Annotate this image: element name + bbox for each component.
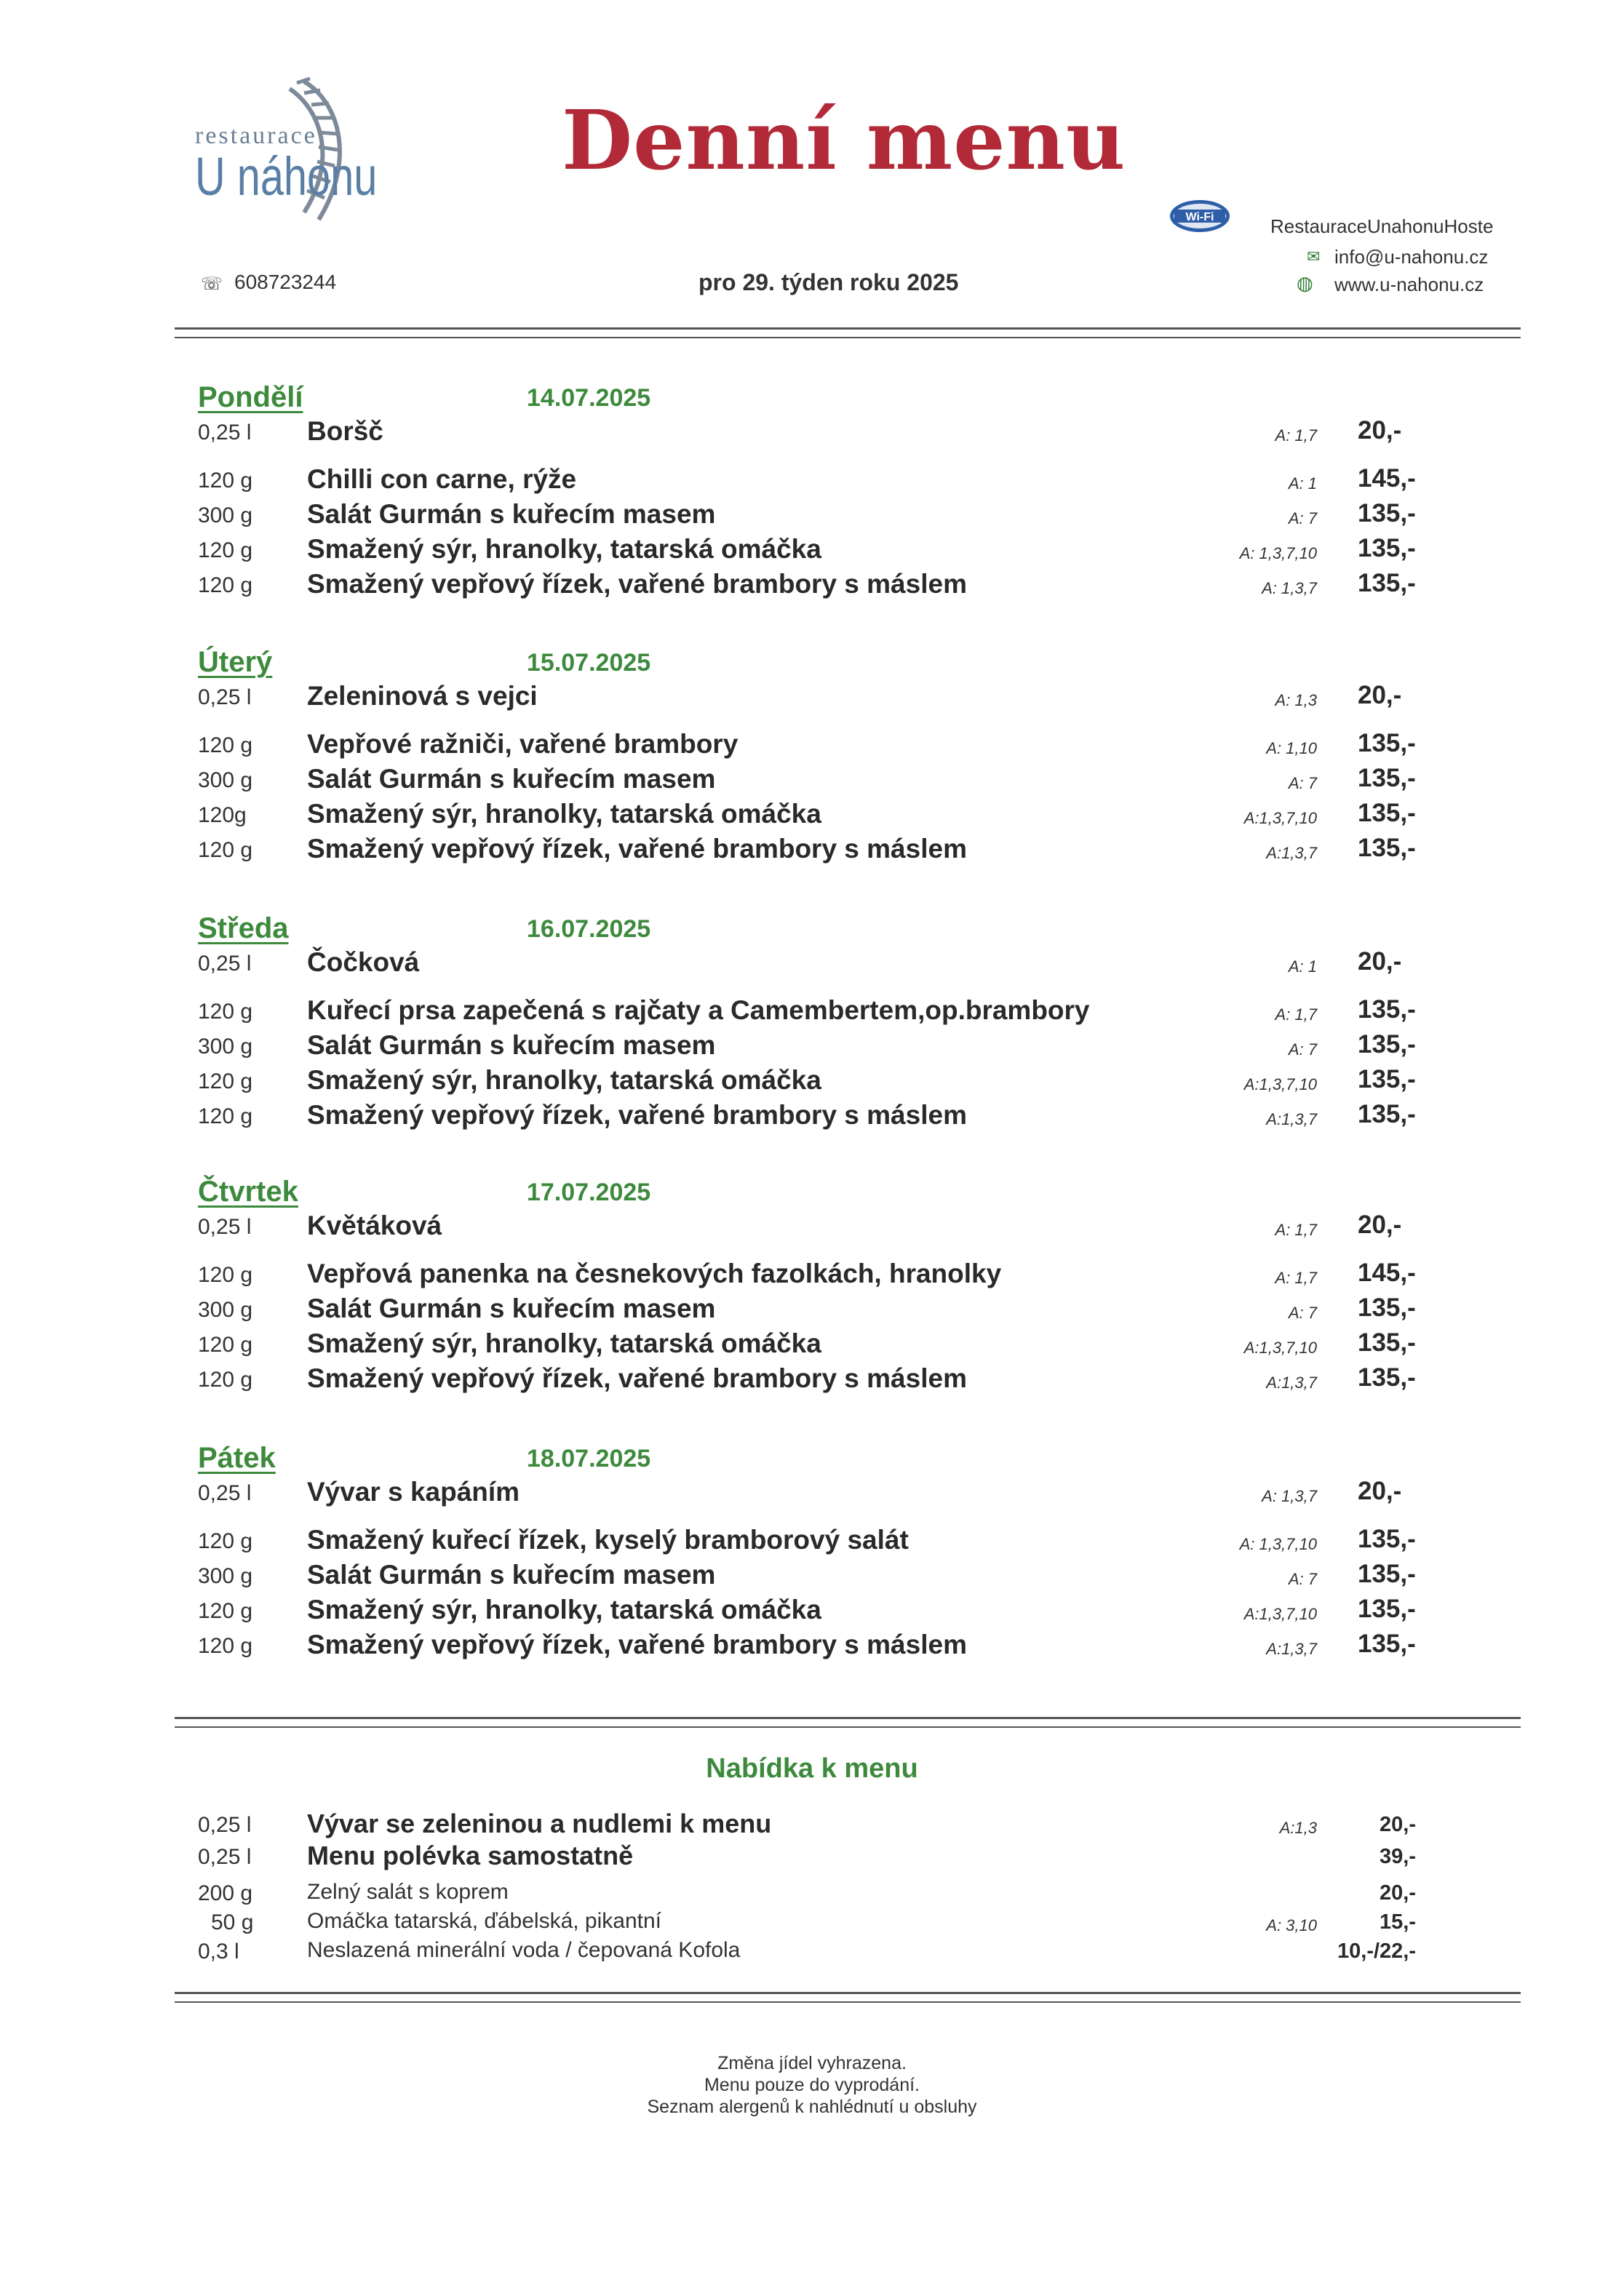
offer-dish: Vývar se zeleninou a nudlemi k menu	[307, 1809, 772, 1838]
dish-price: 135,-	[1358, 1363, 1416, 1392]
item-quantity: 0,25 l	[198, 1215, 252, 1239]
wifi-label: Wi-Fi	[1185, 211, 1214, 223]
item-quantity: 0,25 l	[198, 1481, 252, 1505]
week-label: pro 29. týden roku 2025	[698, 269, 959, 295]
allergens: A:1,3,7,10	[1243, 1339, 1317, 1357]
item-quantity: 120 g	[198, 1368, 253, 1392]
dish-price: 135,-	[1358, 1560, 1416, 1588]
allergens: A: 1,7	[1275, 1269, 1317, 1287]
dish-name: Smažený kuřecí řízek, kyselý bramborový salát	[307, 1525, 909, 1555]
footer-note-2: Menu pouze do vyprodání.	[704, 2075, 920, 2095]
day-name: Úterý	[198, 646, 273, 678]
dish-price: 135,-	[1358, 1630, 1416, 1658]
allergens: A: 7	[1288, 774, 1317, 792]
offer-quantity: 0,25 l	[198, 1813, 252, 1837]
dish-price: 135,-	[1358, 995, 1416, 1024]
dish-name: Vývar s kapáním	[307, 1477, 520, 1507]
header-divider	[175, 327, 1521, 338]
dish-name: Vepřové ražniči, vařené brambory	[307, 729, 739, 759]
item-quantity: 120 g	[198, 573, 253, 597]
dish-price: 20,-	[1358, 416, 1402, 445]
website-link[interactable]: www.u-nahonu.cz	[1334, 274, 1484, 295]
allergens: A: 7	[1288, 1570, 1317, 1588]
item-quantity: 300 g	[198, 768, 253, 792]
day-date: 16.07.2025	[527, 915, 651, 943]
dish-price: 20,-	[1358, 1211, 1402, 1239]
item-quantity: 120 g	[198, 838, 253, 862]
dish-name: Salát Gurmán s kuřecím masem	[307, 1560, 716, 1590]
allergens: A: 1,3	[1275, 691, 1317, 709]
dish-name: Smažený vepřový řízek, vařené brambory s máslem	[307, 1363, 967, 1393]
dish-price: 135,-	[1358, 499, 1416, 527]
item-quantity: 120 g	[198, 469, 253, 493]
offer-quantity: 200 g	[198, 1881, 253, 1905]
offer-dish: Omáčka tatarská, ďábelská, pikantní	[307, 1909, 662, 1933]
day-date: 14.07.2025	[527, 384, 651, 412]
footer-note-3: Seznam alergenů k nahlédnutí u obsluhy	[647, 2097, 977, 2117]
item-quantity: 0,25 l	[198, 685, 252, 709]
wifi-network-name: RestauraceUnahonuHoste	[1270, 215, 1494, 237]
allergens: A: 1,3,7	[1262, 579, 1317, 597]
dish-price: 135,-	[1358, 729, 1416, 757]
allergens: A: 1	[1288, 957, 1317, 976]
offer-price: 10,-/22,-	[1337, 1940, 1416, 1963]
dish-name: Smažený vepřový řízek, vařené brambory s máslem	[307, 834, 967, 864]
day-name: Pondělí	[198, 381, 303, 413]
allergens: A: 1,7	[1275, 1221, 1317, 1239]
dish-name: Smažený sýr, hranolky, tatarská omáčka	[307, 1328, 821, 1358]
phone-icon: ☏	[201, 274, 223, 294]
allergens: A: 7	[1288, 1304, 1317, 1322]
dish-name: Salát Gurmán s kuřecím masem	[307, 764, 716, 794]
item-quantity: 120g	[198, 803, 247, 827]
dish-price: 135,-	[1358, 1294, 1416, 1322]
offer-price: 20,-	[1380, 1881, 1416, 1905]
item-quantity: 300 g	[198, 503, 253, 527]
dish-name: Boršč	[307, 416, 383, 446]
day-name: Středa	[198, 912, 289, 944]
offer-price: 20,-	[1380, 1813, 1416, 1836]
offer-dish: Zelný salát s koprem	[307, 1880, 509, 1904]
logo-subtitle: restaurace	[195, 122, 317, 149]
dish-price: 135,-	[1358, 569, 1416, 597]
dish-name: Smažený vepřový řízek, vařené brambory s máslem	[307, 1100, 967, 1130]
dish-name: Smažený sýr, hranolky, tatarská omáčka	[307, 799, 821, 829]
item-quantity: 120 g	[198, 1263, 253, 1287]
dish-price: 135,-	[1358, 1030, 1416, 1059]
day-date: 17.07.2025	[527, 1179, 651, 1206]
day-date: 18.07.2025	[527, 1445, 651, 1472]
item-quantity: 120 g	[198, 1333, 253, 1357]
dish-price: 135,-	[1358, 834, 1416, 862]
offer-divider	[175, 1992, 1521, 2003]
dish-price: 20,-	[1358, 1477, 1402, 1505]
dish-name: Chilli con carne, rýže	[307, 464, 577, 494]
email-icon: ✉	[1307, 247, 1321, 266]
item-quantity: 120 g	[198, 1529, 253, 1553]
offer-quantity: 0,3 l	[198, 1940, 239, 1964]
dish-price: 135,-	[1358, 799, 1416, 827]
email-link[interactable]: info@u-nahonu.cz	[1334, 246, 1489, 268]
globe-icon: ◍	[1297, 272, 1313, 294]
offer-dish: Neslazená minerální voda / čepovaná Kofola	[307, 1938, 741, 1962]
allergens: A: 1,3,7,10	[1239, 1535, 1317, 1553]
allergens: A: 1,10	[1266, 739, 1317, 757]
item-quantity: 300 g	[198, 1298, 253, 1322]
allergens: A: 7	[1288, 509, 1317, 527]
dish-name: Kuřecí prsa zapečená s rajčaty a Camembertem,op.brambory	[307, 995, 1090, 1025]
item-quantity: 120 g	[198, 1000, 253, 1024]
allergens: A: 1	[1288, 474, 1317, 493]
item-quantity: 0,25 l	[198, 952, 252, 976]
allergens: A: 1,7	[1275, 426, 1317, 445]
offer-title: Nabídka k menu	[706, 1753, 918, 1784]
allergens: A:1,3,7,10	[1243, 1605, 1317, 1623]
item-quantity: 300 g	[198, 1035, 253, 1059]
offer-quantity: 50 g	[211, 1910, 254, 1934]
dish-price: 135,-	[1358, 1525, 1416, 1553]
dish-name: Smažený sýr, hranolky, tatarská omáčka	[307, 534, 821, 564]
item-quantity: 120 g	[198, 1599, 253, 1623]
dish-price: 135,-	[1358, 534, 1416, 562]
dish-name: Vepřová panenka na česnekových fazolkách, hranolky	[307, 1259, 1002, 1288]
dish-price: 135,-	[1358, 1100, 1416, 1128]
dish-name: Smažený sýr, hranolky, tatarská omáčka	[307, 1065, 821, 1095]
item-quantity: 300 g	[198, 1564, 253, 1588]
dish-name: Čočková	[307, 947, 420, 977]
offer-dish: Menu polévka samostatně	[307, 1841, 634, 1870]
allergens: A: 7	[1288, 1040, 1317, 1059]
item-quantity: 120 g	[198, 1069, 253, 1093]
allergens: A:1,3,7,10	[1243, 809, 1317, 827]
allergens: A:1,3,7	[1266, 1110, 1317, 1128]
phone-number[interactable]: 608723244	[234, 271, 337, 293]
offer-allergens: A:1,3	[1279, 1819, 1317, 1837]
dish-price: 20,-	[1358, 947, 1402, 976]
item-quantity: 120 g	[198, 733, 253, 757]
dish-price: 135,-	[1358, 1328, 1416, 1357]
dish-name: Smažený vepřový řízek, vařené brambory s máslem	[307, 1630, 967, 1659]
allergens: A: 1,7	[1275, 1005, 1317, 1024]
offer-price: 15,-	[1380, 1910, 1416, 1934]
dish-name: Salát Gurmán s kuřecím masem	[307, 499, 716, 529]
day-name: Čtvrtek	[198, 1176, 298, 1208]
dish-name: Květáková	[307, 1211, 442, 1240]
offer-allergens: A: 3,10	[1266, 1916, 1317, 1934]
offer-price: 39,-	[1380, 1845, 1416, 1868]
dish-price: 145,-	[1358, 464, 1416, 493]
allergens: A:1,3,7,10	[1243, 1075, 1317, 1093]
item-quantity: 120 g	[198, 538, 253, 562]
footer-note-1: Změna jídel vyhrazena.	[717, 2053, 907, 2073]
menu-divider	[175, 1717, 1521, 1728]
allergens: A:1,3,7	[1266, 1640, 1317, 1658]
dish-price: 20,-	[1358, 681, 1402, 709]
offer-quantity: 0,25 l	[198, 1845, 252, 1869]
allergens: A: 1,3,7	[1262, 1487, 1317, 1505]
day-date: 15.07.2025	[527, 649, 651, 677]
allergens: A:1,3,7	[1266, 844, 1317, 862]
dish-price: 135,-	[1358, 1065, 1416, 1093]
dish-price: 135,-	[1358, 764, 1416, 792]
dish-name: Salát Gurmán s kuřecím masem	[307, 1294, 716, 1323]
dish-name: Smažený vepřový řízek, vařené brambory s máslem	[307, 569, 967, 599]
dish-price: 135,-	[1358, 1595, 1416, 1623]
dish-name: Zeleninová s vejci	[307, 681, 538, 711]
page-title: Denní menu	[562, 93, 1126, 188]
item-quantity: 0,25 l	[198, 420, 252, 445]
allergens: A:1,3,7	[1266, 1374, 1317, 1392]
dish-name: Smažený sýr, hranolky, tatarská omáčka	[307, 1595, 821, 1625]
day-name: Pátek	[198, 1442, 276, 1474]
logo-name: U náhonu	[195, 146, 378, 207]
dish-name: Salát Gurmán s kuřecím masem	[307, 1030, 716, 1060]
item-quantity: 120 g	[198, 1634, 253, 1658]
item-quantity: 120 g	[198, 1104, 253, 1128]
dish-price: 145,-	[1358, 1259, 1416, 1287]
allergens: A: 1,3,7,10	[1239, 544, 1317, 562]
wifi-icon	[1169, 198, 1231, 234]
